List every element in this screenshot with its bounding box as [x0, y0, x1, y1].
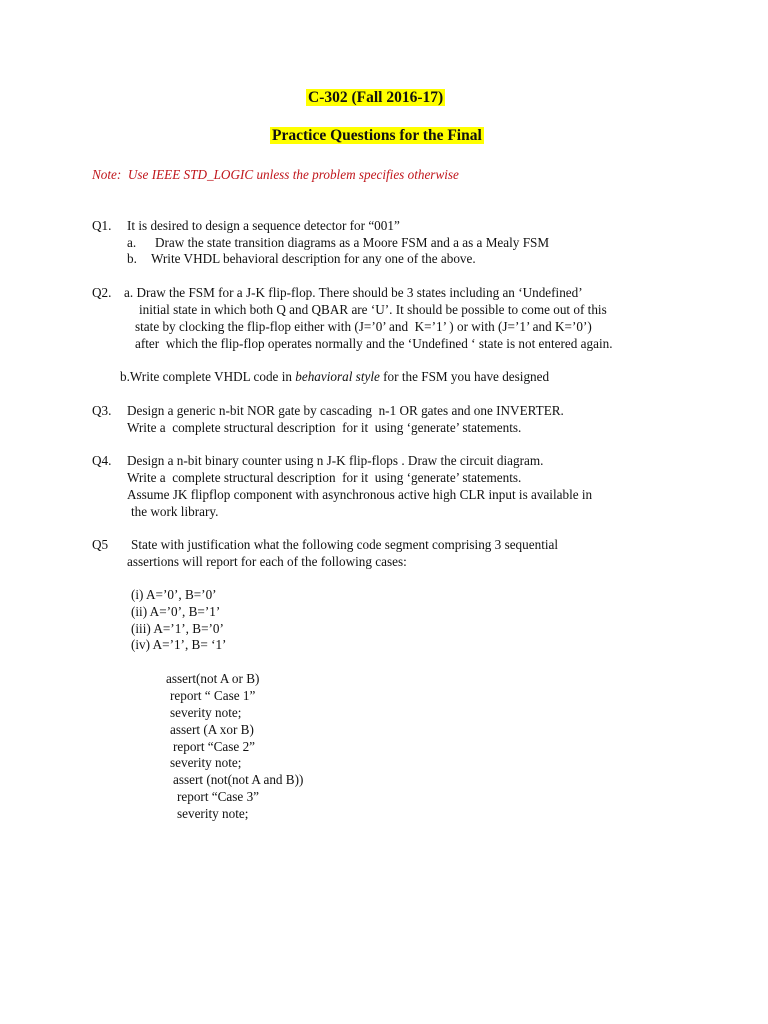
q5-code-line: report “Case 3”: [177, 789, 260, 804]
page-subtitle: [270, 126, 484, 146]
q2-b-line: [120, 369, 549, 385]
q2-a-line1: a. Draw the FSM for a J-K flip-flop. There should be 3 states including an ‘Undefined’: [124, 285, 583, 300]
q4-line2: Write a complete structural description for it using ‘generate’ statements.: [127, 470, 522, 485]
q3-line1: Design a generic n-bit NOR gate by cascading n-1 OR gates and one INVERTER.: [127, 403, 564, 418]
page-subtitle-text: Practice Questions for the Final: [272, 127, 482, 144]
q5-line1: State with justification what the following code segment comprising 3 sequential: [131, 537, 559, 552]
q3-number: Q3.: [92, 403, 112, 418]
note-line: Note: Use IEEE STD_LOGIC unless the problem specifies otherwise: [92, 167, 459, 182]
q5-code-line: report “ Case 1”: [170, 688, 256, 703]
q2-b-prefix: b.Write complete VHDL code in: [120, 369, 296, 384]
q1-a-label: a.: [127, 235, 137, 250]
q2-a-line4: after which the flip-flop operates normally and the ‘Undefined ‘ state is not entered again.: [135, 336, 613, 351]
course-title-text: C-302 (Fall 2016-17): [308, 89, 444, 106]
q2-a-line2: initial state in which both Q and QBAR are ‘U’. It should be possible to come out of this: [139, 302, 607, 317]
q5-code-line: severity note;: [177, 806, 249, 821]
q5-case: (iv) A=’1’, B= ‘1’: [131, 637, 227, 652]
course-title: [306, 88, 445, 108]
q5-number: Q5: [92, 537, 109, 552]
q5-case: (iii) A=’1’, B=’0’: [131, 621, 224, 636]
q4-line1: Design a n-bit binary counter using n J-K flip-flops . Draw the circuit diagram.: [127, 453, 544, 468]
q1-b-text: Write VHDL behavioral description for any one of the above.: [151, 251, 476, 266]
q5-code-line: assert(not A or B): [166, 671, 260, 686]
q5-code-line: assert (A xor B): [170, 722, 254, 737]
q2-number: Q2.: [92, 285, 112, 300]
q2-a-line3: state by clocking the flip-flop either with (J=’0’ and K=’1’ ) or with (J=’1’ and K=’0’): [135, 319, 592, 334]
q3-line2: Write a complete structural description for it using ‘generate’ statements.: [127, 420, 522, 435]
q2-b-suffix: for the FSM you have designed: [379, 369, 550, 384]
q1-text: It is desired to design a sequence detector for “001”: [127, 218, 400, 233]
q5-code-line: report “Case 2”: [173, 739, 256, 754]
q1-a-text: Draw the state transition diagrams as a Moore FSM and a as a Mealy FSM: [155, 235, 550, 250]
q5-line2: assertions will report for each of the following cases:: [127, 554, 407, 569]
q5-code-line: severity note;: [170, 705, 242, 720]
q2-b-italic: behavioral style: [295, 369, 380, 384]
q5-code-line: assert (not(not A and B)): [173, 772, 304, 787]
q5-case: (ii) A=’0’, B=’1’: [131, 604, 221, 619]
q4-line4: the work library.: [131, 504, 219, 519]
q4-number: Q4.: [92, 453, 112, 468]
q5-code-line: severity note;: [170, 755, 242, 770]
q1-b-label: b.: [127, 251, 137, 266]
q4-line3: Assume JK flipflop component with asynchronous active high CLR input is available in: [127, 487, 593, 502]
q5-case: (i) A=’0’, B=’0’: [131, 587, 217, 602]
q1-number: Q1.: [92, 218, 112, 233]
